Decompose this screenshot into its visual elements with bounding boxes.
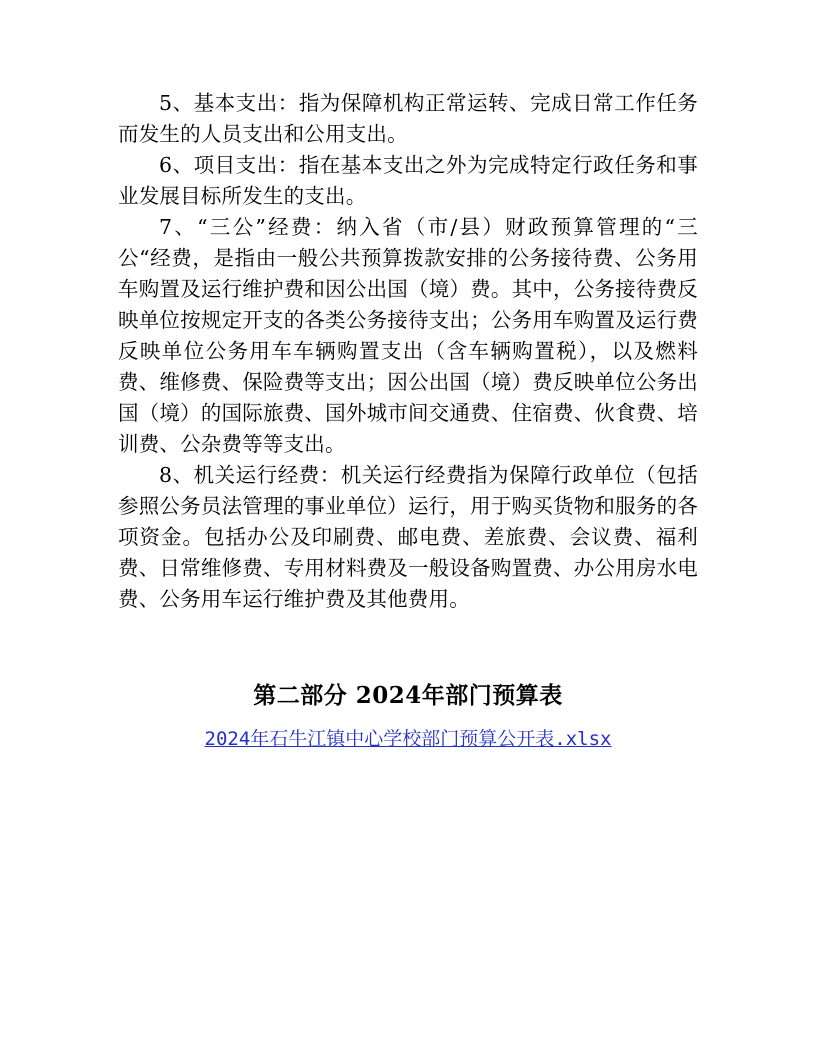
document-body — [118, 88, 698, 751]
section-heading: 第二部分 2024年部门预算表 — [253, 682, 563, 709]
paragraph-item-6: 6、项目支出：指在基本支出之外为完成特定行政任务和事业发展目标所发生的支出。 — [118, 153, 698, 208]
paragraph-item-8: 8、机关运行经费：机关运行经费指为保障行政单位（包括参照公务员法管理的事业单位）运行，用于购买货物和服务的各项资金。包括办公及印刷费、邮电费、差旅费、会议费、福利费、日常维修费、专用材料费及一般设备购置费、办公用房水电费、公务用车运行维护费及其他费用。 — [118, 463, 698, 611]
attachment-link[interactable]: 2024年石牛江镇中心学校部门预算公开表.xlsx — [204, 728, 612, 750]
paragraph-item-5: 5、基本支出：指为保障机构正常运转、完成日常工作任务而发生的人员支出和公用支出。 — [118, 91, 698, 146]
paragraph-item-7: 7、“三公”经费：纳入省（市/县）财政预算管理的“三公“经费，是指由一般公共预算拨款安排的公务接待费、公务用车购置及运行维护费和因公出国（境）费。其中，公务接待费反映单位按规定开支的各类公务接待支出；公务用车购置及运行费反映单位公务用车车辆购置支出（含车辆购置税），以及燃料费、维修费、保险费等支出；因公出国（境）费反映单位公务出国（境）的国际旅费、国外城市间交通费、住宿费、伙食费、培训费、公杂费等等支出。 — [118, 215, 698, 456]
attachment-row — [118, 724, 698, 751]
